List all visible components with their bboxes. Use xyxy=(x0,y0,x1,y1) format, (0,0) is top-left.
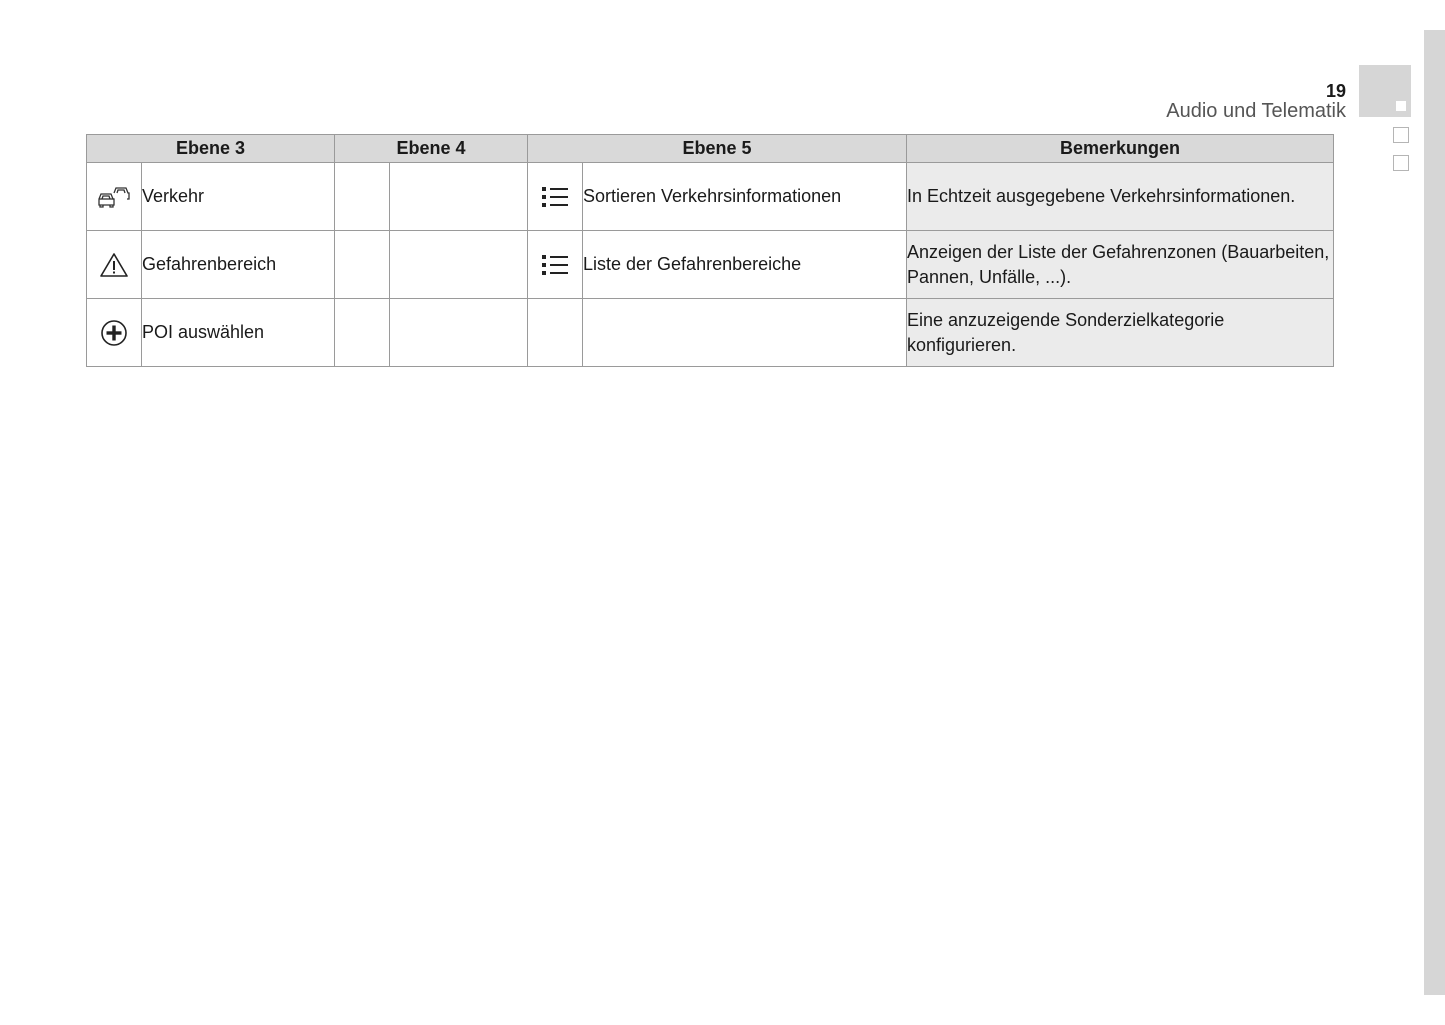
level5-icon-cell xyxy=(528,163,583,231)
level4-label xyxy=(390,231,528,299)
level5-icon-cell xyxy=(528,231,583,299)
chapter-tab-square xyxy=(1393,155,1409,171)
menu-levels-table xyxy=(86,134,1334,367)
remark-cell: Anzeigen der Liste der Gefahrenzonen (Bauarbeiten, Pannen, Unfälle, ...). xyxy=(907,231,1334,299)
header-level4: Ebene 4 xyxy=(335,135,528,163)
remark-cell: In Echtzeit ausgegebene Verkehrsinformationen. xyxy=(907,163,1334,231)
header-level3: Ebene 3 xyxy=(87,135,335,163)
header-level5: Ebene 5 xyxy=(528,135,907,163)
list-icon xyxy=(541,186,569,208)
table-row xyxy=(87,299,1334,367)
level5-label xyxy=(583,299,907,367)
level3-label: Verkehr xyxy=(142,163,335,231)
level5-label: Sortieren Verkehrsinformationen xyxy=(583,163,907,231)
poi-plus-icon xyxy=(100,319,128,347)
chapter-tab-square xyxy=(1393,127,1409,143)
list-icon xyxy=(541,254,569,276)
level3-label: Gefahrenbereich xyxy=(142,231,335,299)
level3-icon-cell xyxy=(87,163,142,231)
level3-label: POI auswählen xyxy=(142,299,335,367)
page-number: 19 xyxy=(1325,81,1346,101)
level4-label xyxy=(390,299,528,367)
level4-icon-cell xyxy=(335,231,390,299)
header-remarks: Bemerkungen xyxy=(907,135,1334,163)
side-thumb-bar xyxy=(1424,30,1445,995)
traffic-cars-icon xyxy=(97,184,131,210)
table-row xyxy=(87,231,1334,299)
level5-label: Liste der Gefahrenbereiche xyxy=(583,231,907,299)
level4-icon-cell xyxy=(335,299,390,367)
chapter-tab-active-dot xyxy=(1396,101,1406,111)
level3-icon-cell xyxy=(87,299,142,367)
level4-icon-cell xyxy=(335,163,390,231)
remark-cell: Eine anzuzeigende Sonderzielkategorie konfigurieren. xyxy=(907,299,1334,367)
section-title: Audio und Telematik xyxy=(1166,100,1346,122)
table-row xyxy=(87,163,1334,231)
table-header-row xyxy=(87,135,1334,163)
level4-label xyxy=(390,163,528,231)
level3-icon-cell xyxy=(87,231,142,299)
level5-icon-cell xyxy=(528,299,583,367)
warning-triangle-icon xyxy=(99,252,129,278)
